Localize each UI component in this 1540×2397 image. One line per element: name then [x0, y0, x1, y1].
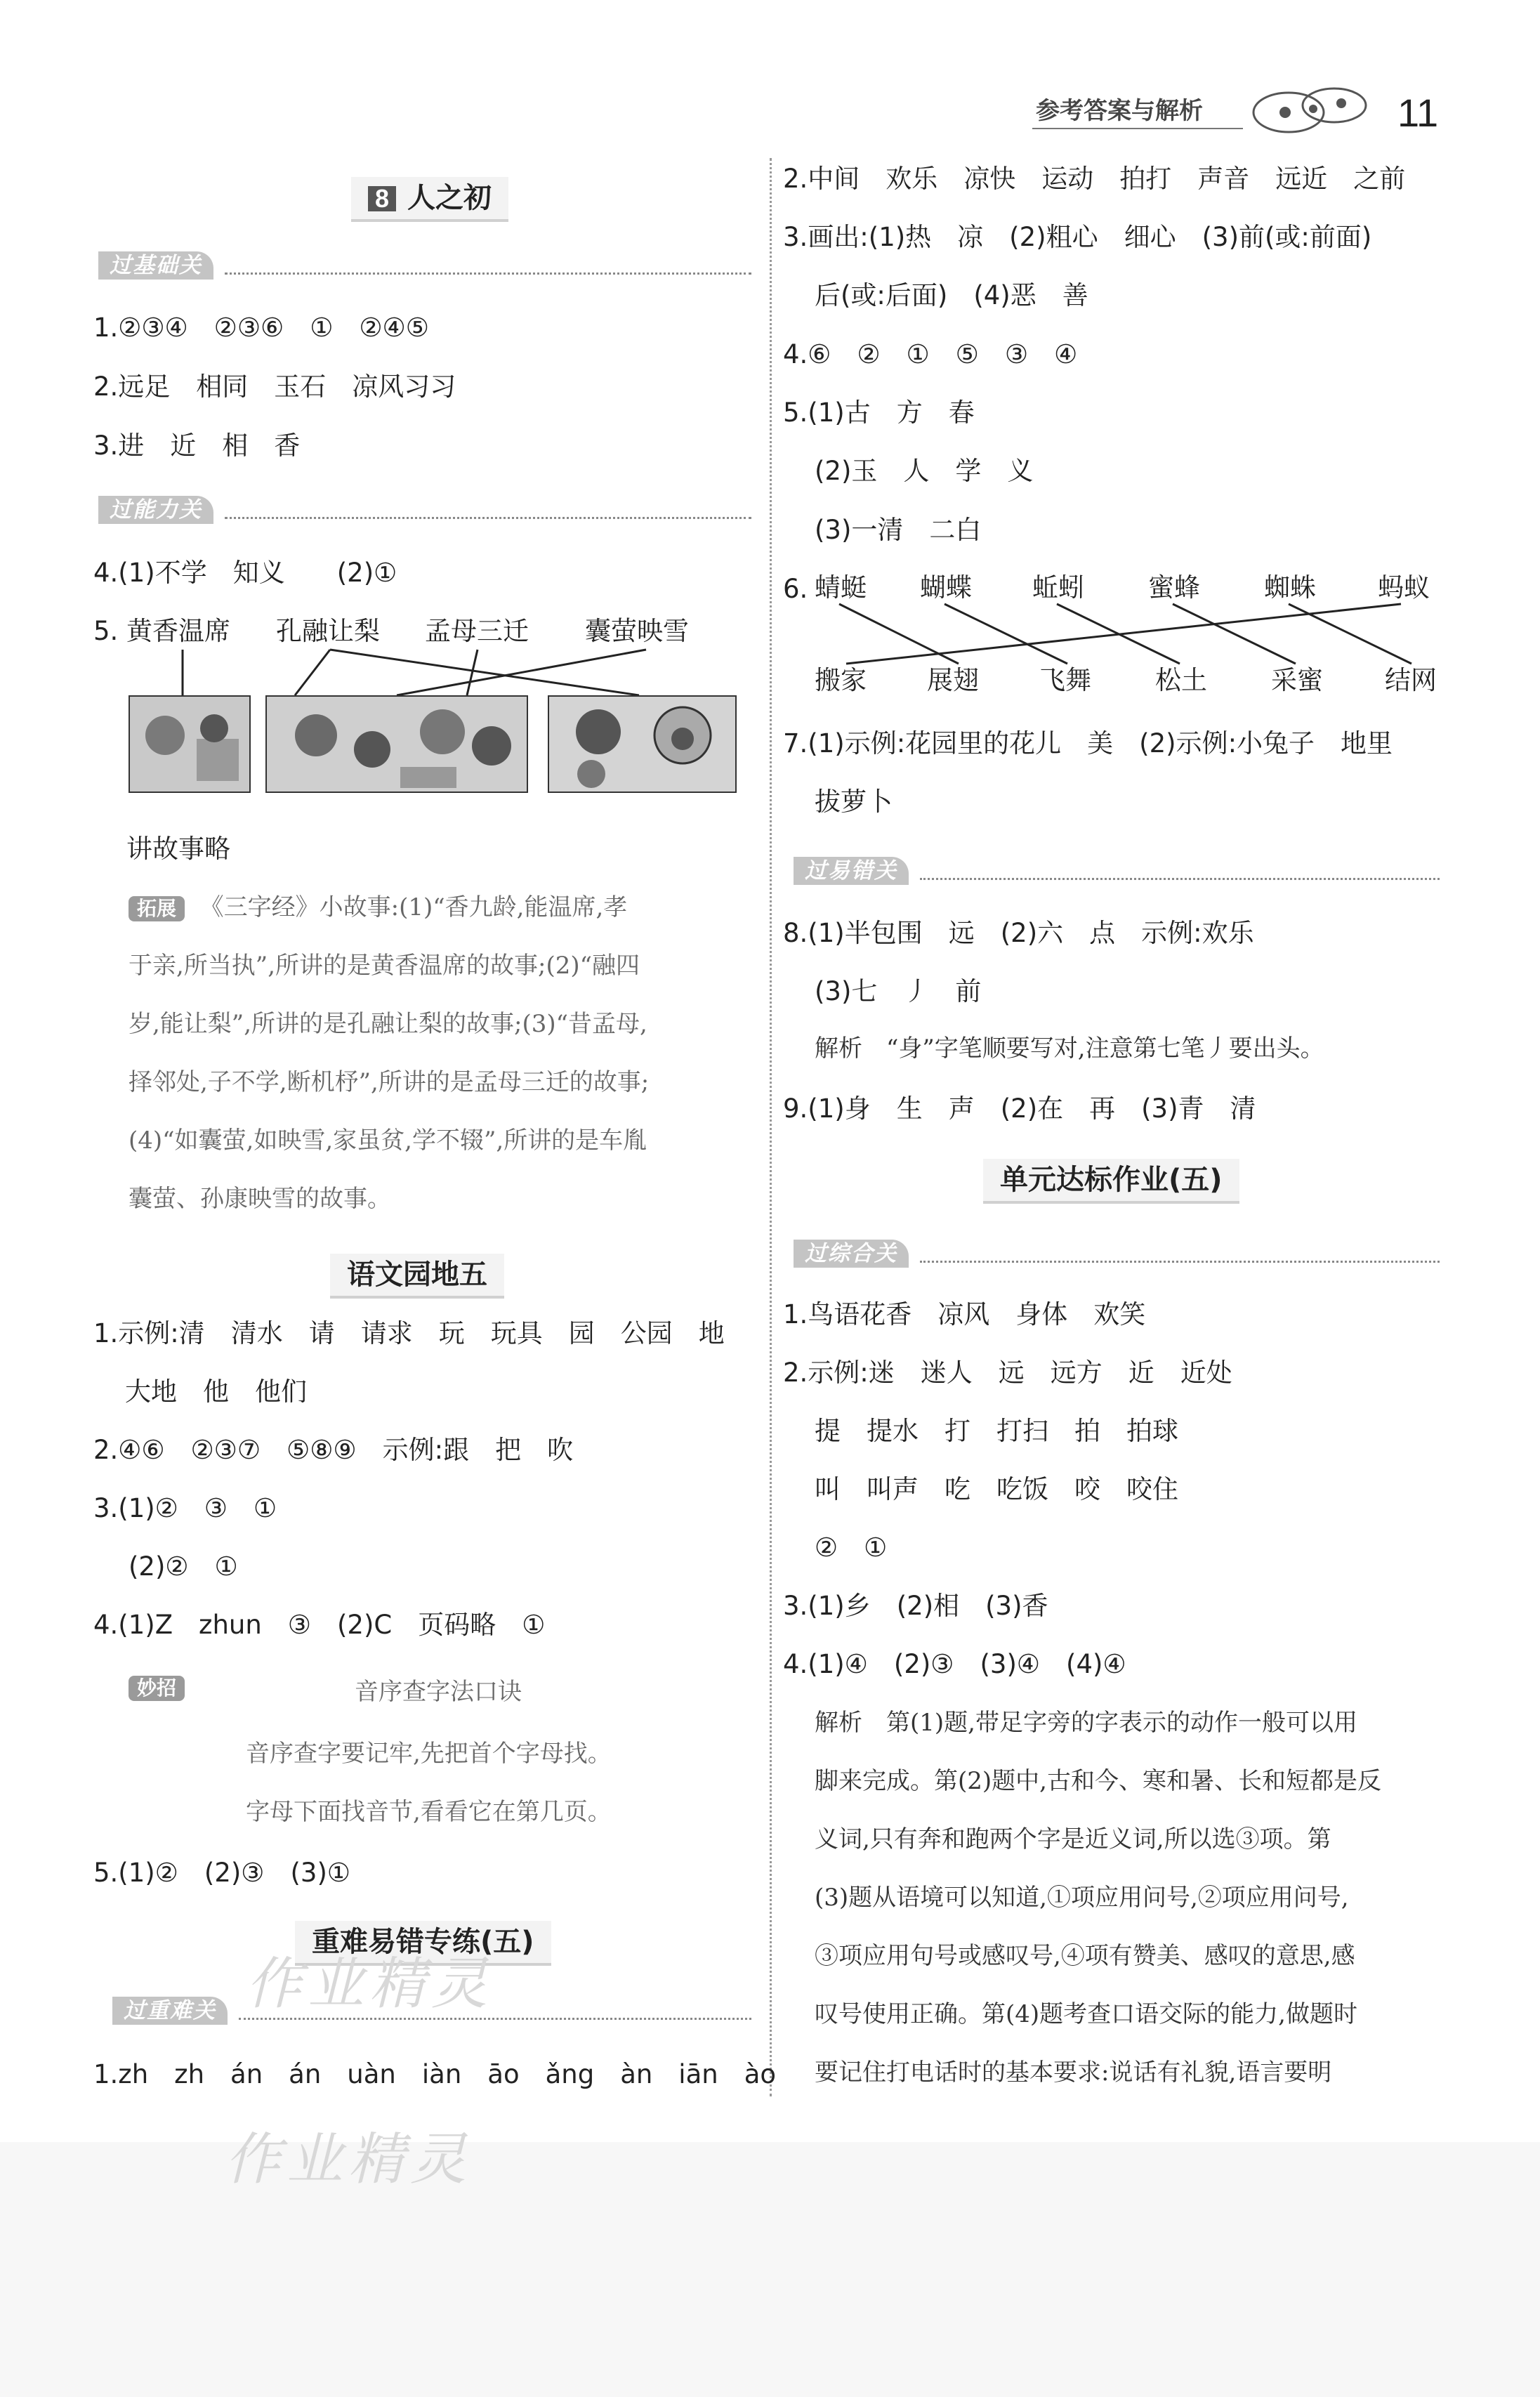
unit-line: ② ①	[815, 1532, 888, 1563]
lesson-number: 8	[368, 186, 396, 211]
extend-text: 择邻处,子不学,断机杼”,所讲的是孟母三迁的故事;	[129, 1068, 650, 1096]
answer-q1: 1.②③④ ②③⑥ ① ②④⑤	[93, 313, 430, 343]
match-line	[1173, 604, 1296, 664]
q6-habit: 搬家	[815, 665, 867, 695]
right-line: 后(或:后面) (4)恶 善	[815, 280, 1088, 310]
match-line	[1289, 604, 1411, 664]
analysis-line: 解析 第(1)题,带足字旁的字表示的动作一般可以用	[815, 1709, 1357, 1737]
band-comprehensive	[794, 1240, 1440, 1268]
extend-text: (4)“如囊萤,如映雪,家虽贫,学不辍”,所讲的是车胤	[129, 1127, 647, 1155]
garden-line: 2.④⑥ ②③⑦ ⑤⑧⑨ 示例:跟 把 吹	[93, 1435, 574, 1465]
answer-q4: 4.(1)不学 知义 (2)①	[93, 558, 397, 588]
extend-text: 《三字经》小故事:(1)“香九龄,能温席,孝	[199, 893, 628, 921]
q6-habit: 松土	[1155, 665, 1207, 695]
unit-line: 3.(1)乡 (2)相 (3)香	[783, 1591, 1048, 1621]
garden-line: 3.(1)② ③ ①	[93, 1493, 277, 1523]
section-title-unit: 单元达标作业(五)	[983, 1159, 1239, 1204]
lesson-title-text: 人之初	[407, 182, 492, 214]
section-title-garden: 语文园地五	[330, 1254, 504, 1299]
band-basic-tag: 过基础关	[98, 251, 213, 280]
analysis-line: (3)题从语境可以知道,①项应用问号,②项应用问号,	[815, 1884, 1349, 1912]
band-difficult-tag: 过重难关	[112, 1997, 228, 2025]
trick-line: 音序查字要记牢,先把首个字母找。	[246, 1740, 612, 1768]
unit-line: 4.(1)④ (2)③ (3)④ (4)④	[783, 1649, 1126, 1679]
match-line	[945, 604, 1067, 664]
answer-q8-cont: (3)七 丿 前	[815, 976, 982, 1006]
extend-text: 囊萤、孙康映雪的故事。	[129, 1185, 391, 1213]
watermark: 作业精灵	[246, 1951, 493, 2016]
q6-insect: 蜜蜂	[1148, 572, 1200, 603]
q6-habit: 结网	[1385, 665, 1437, 695]
q6-insect: 蝴蝶	[920, 572, 972, 603]
right-line: 5.(1)古 方 春	[783, 398, 975, 428]
answer-q7-cont: 拔萝卜	[815, 787, 893, 817]
analysis-line: 脚来完成。第(2)题中,古和今、寒和暑、长和短都是反	[815, 1767, 1381, 1795]
band-ability-tag: 过能力关	[98, 496, 213, 524]
band-dots	[920, 878, 1440, 880]
garden-q5: 5.(1)② (2)③ (3)①	[93, 1858, 351, 1888]
trick-title: 音序查字法口诀	[355, 1678, 522, 1706]
band-error-tag: 过易错关	[794, 857, 909, 885]
answer-q9: 9.(1)身 生 声 (2)在 再 (3)青 清	[783, 1094, 1256, 1124]
watermark: 作业精灵	[225, 2127, 472, 2192]
q6-insect: 蜘蛛	[1264, 572, 1316, 603]
section-title-practice: 重难易错专练(五)	[295, 1921, 551, 1966]
garden-line: 1.示例:清 清水 请 请求 玩 玩具 园 公园 地	[93, 1318, 725, 1348]
story-label: 囊萤映雪	[585, 616, 689, 646]
band-dots	[920, 1261, 1440, 1263]
right-line: 4.⑥ ② ① ⑤ ③ ④	[783, 339, 1078, 369]
story-label: 黄香温席	[126, 616, 230, 646]
band-comprehensive-tag: 过综合关	[794, 1240, 909, 1268]
garden-line: (2)② ①	[129, 1551, 238, 1582]
answer-q5-prefix: 5.	[93, 616, 119, 646]
garden-line: 4.(1)Z zhun ③ (2)C 页码略 ①	[93, 1610, 546, 1640]
match-line	[839, 604, 959, 664]
match-line	[846, 604, 1401, 664]
answer-q2: 2.远足 相同 玉石 凉风习习	[93, 372, 456, 402]
answer-q3: 3.进 近 相 香	[93, 431, 301, 461]
answer-q8: 8.(1)半包围 远 (2)六 点 示例:欢乐	[783, 918, 1254, 948]
right-line: (2)玉 人 学 义	[815, 456, 1034, 486]
extend-text: 于亲,所当执”,所讲的是黄香温席的故事;(2)“融四	[129, 952, 640, 980]
extend-icon: 拓展	[129, 896, 185, 921]
right-line: 3.画出:(1)热 凉 (2)粗心 细心 (3)前(或:前面)	[783, 222, 1372, 252]
story-label: 孟母三迁	[425, 616, 529, 646]
analysis-line: 义词,只有奔和跑两个字是近义词,所以选③项。第	[815, 1825, 1331, 1853]
q6-insect: 蚯蚓	[1032, 572, 1084, 603]
garden-line: 大地 他 他们	[125, 1377, 307, 1407]
story-label: 孔融让梨	[276, 616, 380, 646]
pinyin-line: 1.zh zh án án uàn iàn āo ǎng àn iān ào	[93, 2059, 777, 2089]
q8-analysis: 解析 “身”字笔顺要写对,注意第七笔丿要出头。	[815, 1035, 1324, 1063]
q6-insect: 蚂蚁	[1378, 572, 1430, 603]
unit-line: 1.鸟语花香 凉风 身体 欢笑	[783, 1299, 1146, 1329]
answer-q7: 7.(1)示例:花园里的花儿 美 (2)示例:小兔子 地里	[783, 728, 1393, 758]
analysis-line: 叹号使用正确。第(4)题考查口语交际的能力,做题时	[815, 2000, 1357, 2028]
trick-line: 字母下面找音节,看看它在第几页。	[246, 1798, 612, 1826]
right-line: 2.中间 欢乐 凉快 运动 拍打 声音 远近 之前	[783, 164, 1406, 194]
q6-habit: 采蜜	[1271, 665, 1323, 695]
q6-insect: 蜻蜓	[815, 572, 867, 603]
q6-habit: 飞舞	[1039, 665, 1091, 695]
page-number: 11	[1397, 91, 1439, 135]
analysis-line: 要记住打电话时的基本要求:说话有礼貌,语言要明	[815, 2058, 1332, 2087]
extend-text: 岁,能让梨”,所讲的是孔融让梨的故事;(3)“昔孟母,	[129, 1010, 647, 1038]
magnifier-icon: 妙招	[129, 1676, 185, 1701]
q5-note: 讲故事略	[126, 834, 230, 864]
right-line: (3)一清 二白	[815, 515, 982, 545]
analysis-line: ③项应用句号或感叹号,④项有赞美、感叹的意思,感	[815, 1942, 1355, 1970]
q6-prefix: 6.	[783, 574, 808, 604]
unit-line: 2.示例:迷 迷人 远 远方 近 近处	[783, 1358, 1232, 1388]
band-error	[794, 857, 1440, 885]
q6-habit: 展翅	[927, 665, 979, 695]
header-title: 参考答案与解析	[1036, 97, 1203, 125]
unit-line: 叫 叫声 吃 吃饭 咬 咬住	[815, 1474, 1178, 1504]
unit-line: 提 提水 打 打扫 拍 拍球	[815, 1416, 1178, 1446]
